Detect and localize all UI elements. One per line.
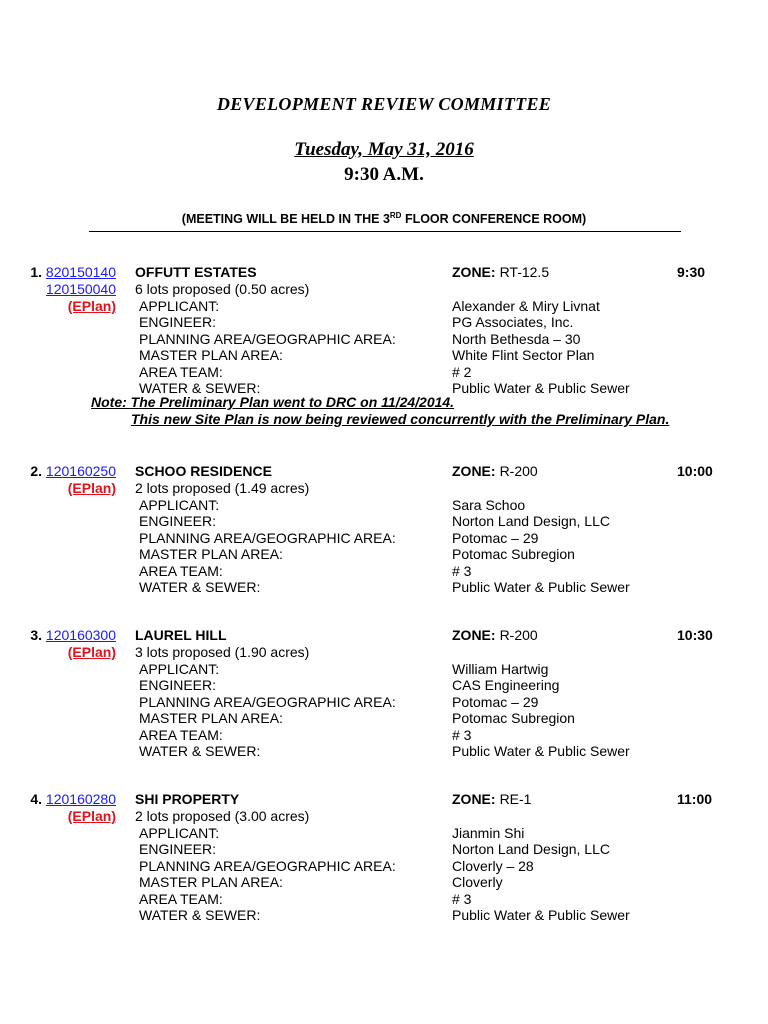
field-values — [452, 497, 630, 595]
water-sewer-value: Public Water & Public Sewer — [452, 579, 630, 596]
master-plan-label: MASTER PLAN AREA: — [139, 710, 283, 727]
zone — [452, 264, 549, 281]
master-plan-value: Potomac Subregion — [452, 710, 575, 727]
area-team-label: AREA TEAM: — [139, 562, 223, 579]
eplan-link[interactable]: (EPlan) — [67, 480, 116, 496]
eplan-link[interactable]: (EPlan) — [67, 298, 116, 314]
water-sewer-label: WATER & SEWER: — [139, 743, 261, 760]
applicant-value: Sara Schoo — [452, 497, 526, 513]
area-team-label: AREA TEAM: — [139, 363, 223, 380]
engineer-value: PG Associates, Inc. — [452, 314, 574, 331]
meeting-location — [0, 211, 768, 226]
field-labels — [139, 825, 396, 923]
planning-area-label: PLANNING AREA/GEOGRAPHIC AREA: — [139, 693, 396, 710]
location-text-post: FLOOR CONFERENCE ROOM) — [401, 212, 587, 227]
water-sewer-label: WATER & SEWER: — [139, 579, 261, 596]
master-plan-value: Cloverly — [452, 874, 503, 891]
time-slot: 10:30 — [677, 627, 713, 643]
field-labels — [139, 661, 396, 759]
lots-proposed: 3 lots proposed (1.90 acres) — [135, 644, 310, 660]
item-number: 3. — [30, 627, 43, 643]
eplan-link[interactable]: (EPlan) — [67, 808, 116, 824]
master-plan-label: MASTER PLAN AREA: — [139, 874, 283, 891]
time-slot: 9:30 — [677, 264, 706, 280]
zone-label: ZONE: — [452, 264, 496, 280]
field-values — [452, 661, 630, 759]
planning-area-value: Potomac – 29 — [452, 693, 539, 710]
lots-proposed: 2 lots proposed (1.49 acres) — [135, 480, 310, 496]
applicant-label: APPLICANT: — [139, 497, 220, 513]
engineer-value: Norton Land Design, LLC — [452, 513, 610, 530]
master-plan-value: White Flint Sector Plan — [452, 347, 595, 364]
zone-value: RE-1 — [499, 791, 532, 807]
page-title: DEVELOPMENT REVIEW COMMITTEE — [216, 94, 552, 114]
planning-area-value: Potomac – 29 — [452, 529, 539, 546]
note-line-2: This new Site Plan is now being reviewed concurrently with the Preliminary Plan. — [131, 411, 670, 427]
zone-value: R-200 — [499, 627, 538, 643]
zone — [452, 791, 531, 808]
area-team-value: # 3 — [452, 726, 472, 743]
planning-area-value: North Bethesda – 30 — [452, 330, 581, 347]
time-slot: 10:00 — [677, 463, 713, 479]
zone — [452, 627, 538, 644]
water-sewer-label: WATER & SEWER: — [139, 380, 261, 397]
plan-number-link[interactable]: 120150040 — [45, 281, 116, 297]
water-sewer-value: Public Water & Public Sewer — [452, 907, 630, 924]
area-team-value: # 3 — [452, 562, 472, 579]
plan-number-link[interactable]: 120160280 — [45, 791, 116, 807]
plan-number-link[interactable]: 820150140 — [45, 264, 116, 280]
area-team-value: # 2 — [452, 363, 472, 380]
applicant-value: Jianmin Shi — [452, 825, 525, 841]
field-values — [452, 298, 630, 396]
zone-value: R-200 — [499, 463, 538, 479]
zone-label: ZONE: — [452, 627, 496, 643]
applicant-value: Alexander & Miry Livnat — [452, 298, 600, 314]
engineer-label: ENGINEER: — [139, 513, 217, 530]
time-slot: 11:00 — [677, 791, 713, 807]
applicant-label: APPLICANT: — [139, 661, 220, 677]
planning-area-label: PLANNING AREA/GEOGRAPHIC AREA: — [139, 330, 396, 347]
meeting-time: 9:30 A.M. — [344, 164, 424, 185]
field-values — [452, 825, 630, 923]
engineer-value: CAS Engineering — [452, 677, 560, 694]
item-plan-numbers — [20, 463, 116, 497]
area-team-label: AREA TEAM: — [139, 726, 223, 743]
eplan-link[interactable]: (EPlan) — [67, 644, 116, 660]
zone-label: ZONE: — [452, 463, 496, 479]
engineer-value: Norton Land Design, LLC — [452, 841, 610, 858]
note-line-1: Note: The Preliminary Plan went to DRC on 11/24/2014. — [91, 394, 455, 410]
zone — [452, 463, 538, 480]
applicant-label: APPLICANT: — [139, 298, 220, 314]
location-ordinal: RD — [389, 211, 402, 220]
location-text-pre: (MEETING WILL BE HELD IN THE 3 — [181, 212, 390, 227]
item-plan-numbers — [20, 627, 116, 661]
lots-proposed: 2 lots proposed (3.00 acres) — [135, 808, 310, 824]
planning-area-value: Cloverly – 28 — [452, 857, 534, 874]
plan-number-link[interactable]: 120160250 — [45, 463, 116, 479]
water-sewer-value: Public Water & Public Sewer — [452, 380, 630, 397]
lots-proposed: 6 lots proposed (0.50 acres) — [135, 281, 310, 297]
zone-label: ZONE: — [452, 791, 496, 807]
header-divider — [89, 231, 681, 232]
planning-area-label: PLANNING AREA/GEOGRAPHIC AREA: — [139, 529, 396, 546]
item-plan-numbers — [20, 791, 116, 825]
item-number: 2. — [30, 463, 43, 479]
engineer-label: ENGINEER: — [139, 841, 217, 858]
area-team-value: # 3 — [452, 890, 472, 907]
project-name: LAUREL HILL — [135, 627, 227, 643]
field-labels — [139, 298, 396, 396]
meeting-date: Tuesday, May 31, 2016 — [294, 139, 474, 160]
project-name: SHI PROPERTY — [135, 791, 240, 807]
item-number: 4. — [30, 791, 43, 807]
item-number: 1. — [30, 264, 43, 280]
project-name: SCHOO RESIDENCE — [135, 463, 272, 479]
field-labels — [139, 497, 396, 595]
applicant-value: William Hartwig — [452, 661, 549, 677]
water-sewer-label: WATER & SEWER: — [139, 907, 261, 924]
planning-area-label: PLANNING AREA/GEOGRAPHIC AREA: — [139, 857, 396, 874]
area-team-label: AREA TEAM: — [139, 890, 223, 907]
project-name: OFFUTT ESTATES — [135, 264, 257, 280]
plan-number-link[interactable]: 120160300 — [45, 627, 116, 643]
water-sewer-value: Public Water & Public Sewer — [452, 743, 630, 760]
engineer-label: ENGINEER: — [139, 314, 217, 331]
master-plan-label: MASTER PLAN AREA: — [139, 546, 283, 563]
master-plan-label: MASTER PLAN AREA: — [139, 347, 283, 364]
master-plan-value: Potomac Subregion — [452, 546, 575, 563]
item-plan-numbers — [20, 264, 116, 315]
applicant-label: APPLICANT: — [139, 825, 220, 841]
engineer-label: ENGINEER: — [139, 677, 217, 694]
zone-value: RT-12.5 — [499, 264, 550, 280]
